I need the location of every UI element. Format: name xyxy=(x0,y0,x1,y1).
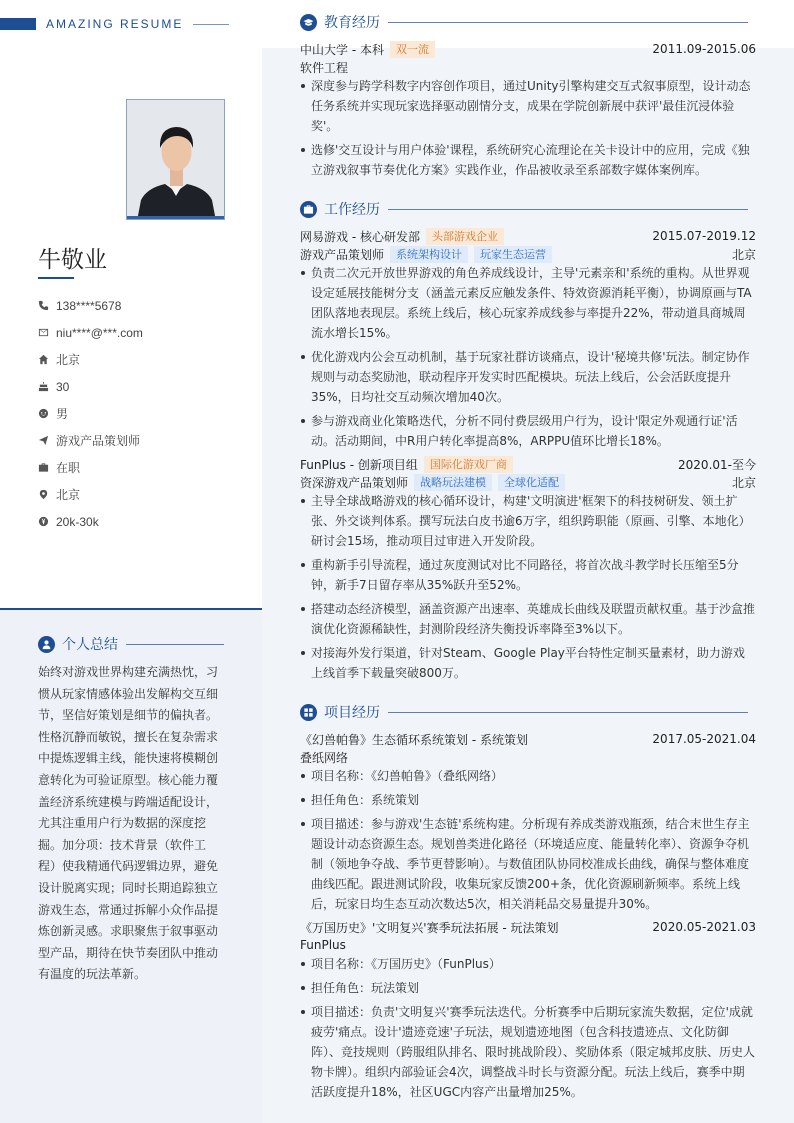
profile-photo xyxy=(126,99,225,220)
graduation-cap-icon xyxy=(300,14,317,31)
age-value: 30 xyxy=(56,379,70,394)
projects-title: 项目经历 xyxy=(324,705,380,721)
brand-text: AMAZING RESUME xyxy=(46,17,184,31)
job-title-value: 游戏产品策划师 xyxy=(56,434,141,448)
education-entry-header xyxy=(300,40,756,58)
job-1-header xyxy=(300,227,756,245)
job-1-role-tag: 系统架构设计 xyxy=(390,246,468,263)
brand-bar xyxy=(0,18,36,30)
job-bullet: 优化游戏内公会互动机制，基于玩家社群访谈痛点，设计'秘境共修'玩法。制定协作规则与动态奖励池，联动程序开发实时匹配模块。玩法上线后，公会活跃度提升35%，日均社交互动频次增加40次。 xyxy=(300,347,756,407)
face-icon xyxy=(38,408,56,419)
info-status xyxy=(38,454,248,481)
contact-info-list xyxy=(38,292,248,535)
job-2-role-tag: 战略玩法建模 xyxy=(414,474,492,491)
info-email xyxy=(38,319,248,346)
project-bullet: 担任角色：系统策划 xyxy=(300,790,756,810)
cake-icon xyxy=(38,381,56,392)
job-2-city: 北京 xyxy=(731,475,756,490)
job-bullet: 负责二次元开放世界游戏的角色养成线设计，主导'元素亲和'系统的重构。从世界观设定延展技能树分支（涵盖元素反应触发条件、特效资源消耗平衡），协调原画与TA团队落地表现层。系统上线后，核心玩家养成线参与率提升22%，带动道具商城周流水增长15%。 xyxy=(300,263,756,343)
job-1-role-tag: 玩家生态运营 xyxy=(474,246,552,263)
education-header xyxy=(300,12,756,32)
info-age xyxy=(38,373,248,400)
project-1-name: 《幻兽帕鲁》生态循环系统策划 - 系统策划 xyxy=(300,732,528,747)
summary-divider xyxy=(126,644,224,645)
job-1-role-line xyxy=(300,245,756,263)
info-gender xyxy=(38,400,248,427)
project-2-bullets xyxy=(300,954,756,1106)
education-school: 中山大学 - 本科 xyxy=(300,42,384,57)
project-1-org: 叠纸网络 xyxy=(300,750,349,765)
summary-title: 个人总结 xyxy=(62,637,118,653)
job-1-period: 2015.07-2019.12 xyxy=(652,229,756,243)
send-icon xyxy=(38,435,56,446)
project-2-org: FunPlus xyxy=(300,938,346,952)
project-bullet: 项目名称：《万国历史》（FunPlus） xyxy=(300,954,756,974)
user-icon xyxy=(38,636,55,653)
location-icon xyxy=(38,489,56,500)
job-1-company-tag: 头部游戏企业 xyxy=(426,228,504,245)
project-2-period: 2020.05-2021.03 xyxy=(652,920,756,934)
project-bullet: 项目名称：《幻兽帕鲁》（叠纸网络） xyxy=(300,766,756,786)
project-1-org-line xyxy=(300,748,756,766)
education-period: 2011.09-2015.06 xyxy=(652,42,756,56)
email-value: niu****@***.com xyxy=(56,325,143,340)
gender-value: 男 xyxy=(56,407,69,421)
project-bullet: 担任角色：玩法策划 xyxy=(300,978,756,998)
job-bullet: 参与游戏商业化策略迭代，分析不同付费层级用户行为，设计'限定外观通行证'活动。活动期间，中R用户转化率提高8%，ARPPU值环比增长18%。 xyxy=(300,411,756,451)
info-salary xyxy=(38,508,248,535)
project-bullet: 项目描述：负责'文明复兴'赛季玩法迭代。分析赛季中后期玩家流失数据，定位'成就疲劳'痛点。设计'遗迹竞速'子玩法，规划遗迹地图（包含科技遗迹点、文化防御阵）、竞技规则（跨服组队排名、限时挑战阶段）、奖励体系（限定城邦皮肤、历史人物卡牌）。组织内部验证会4次，调整战斗时长与资源分配。玩法上线后，赛季中期活跃度提升18%，社区UGC内容产出量增加25%。 xyxy=(300,1002,756,1102)
job-2-header xyxy=(300,455,756,473)
name-underline xyxy=(38,277,74,279)
project-2-name: 《万国历史》'文明复兴'赛季玩法拓展 - 玩法策划 xyxy=(300,920,559,935)
status-value: 在职 xyxy=(56,461,81,475)
job-2-role-tag: 全球化适配 xyxy=(498,474,565,491)
location-value: 北京 xyxy=(56,488,81,502)
home-value: 北京 xyxy=(56,353,81,367)
candidate-name: 牛敬业 xyxy=(38,247,107,273)
education-tag: 双一流 xyxy=(390,41,435,58)
project-1-bullets xyxy=(300,766,756,918)
education-divider xyxy=(388,22,748,23)
education-bullet: 选修'交互设计与用户体验'课程，系统研究心流理论在关卡设计中的应用，完成《独立游戏叙事节奏优化方案》实践作业，作品被收录至系部数字媒体案例库。 xyxy=(300,140,756,180)
project-bullet: 项目描述：参与游戏'生态链'系统构建。分析现有养成类游戏瓶颈，结合末世生存主题设计动态资源生态。规划兽类进化路径（环境适应度、能量转化率）、资源争夺机制（领地争夺战、季节更替影响）。与数值团队协同校准成长曲线，确保与整体难度曲线匹配。跟进测试阶段，收集玩家反馈200+条，优化资源刷新频率。系统上线后，玩家日均生态互动次数达5次，相关消耗品交易量提升30%。 xyxy=(300,814,756,914)
job-bullet: 对接海外发行渠道，针对Steam、Google Play平台特性定制买量素材，助力游戏上线首季下载量突破800万。 xyxy=(300,643,756,683)
education-bullet: 深度参与跨学科数字内容创作项目，通过Unity引擎构建交互式叙事原型，设计动态任务系统并实现玩家选择驱动剧情分支，成果在学院创新展中获评'最佳沉浸体验奖'。 xyxy=(300,76,756,136)
project-2-org-line xyxy=(300,936,756,954)
job-2-role-line xyxy=(300,473,756,491)
projects-header xyxy=(300,702,756,722)
mail-icon xyxy=(38,327,56,338)
phone-value: 138****5678 xyxy=(56,298,122,313)
avatar-icon xyxy=(127,100,225,220)
grid-icon xyxy=(300,704,317,721)
phone-icon xyxy=(38,300,56,311)
job-2-bullets xyxy=(300,491,756,687)
briefcase-icon xyxy=(38,462,56,473)
job-1-bullets xyxy=(300,263,756,455)
job-1-city: 北京 xyxy=(731,247,756,262)
project-1-header xyxy=(300,730,756,748)
job-2-company-tag: 国际化游戏厂商 xyxy=(424,456,513,473)
summary-header xyxy=(38,634,224,654)
info-location xyxy=(38,481,248,508)
home-icon xyxy=(38,354,56,365)
job-2-period: 2020.01-至今 xyxy=(678,457,756,472)
info-phone xyxy=(38,292,248,319)
work-divider xyxy=(388,209,748,210)
education-title: 教育经历 xyxy=(324,15,380,31)
project-2-header xyxy=(300,918,756,936)
projects-divider xyxy=(388,712,748,713)
work-header xyxy=(300,199,756,219)
job-bullet: 搭建动态经济模型，涵盖资源产出速率、英雄成长曲线及联盟贡献权重。基于沙盒推演优化资源稀缺性，封测阶段经济失衡投诉率降至3%以下。 xyxy=(300,599,756,639)
job-2-company: FunPlus - 创新项目组 xyxy=(300,457,418,472)
brand-line xyxy=(193,24,229,25)
job-1-role: 游戏产品策划师 xyxy=(300,247,385,262)
job-bullet: 主导全球战略游戏的核心循环设计，构建'文明演进'框架下的科技树研发、领土扩张、外交谈判体系。撰写玩法白皮书逾6万字，组织跨职能（原画、引擎、本地化）研讨会15场，推动项目过审进入开发阶段。 xyxy=(300,491,756,551)
job-bullet: 重构新手引导流程，通过灰度测试对比不同路径，将首次战斗教学时长压缩至5分钟，新手7日留存率从35%跃升至52%。 xyxy=(300,555,756,595)
briefcase-section-icon xyxy=(300,201,317,218)
info-home xyxy=(38,346,248,373)
work-title: 工作经历 xyxy=(324,202,380,218)
project-1-period: 2017.05-2021.04 xyxy=(652,732,756,746)
job-1-company: 网易游戏 - 核心研发部 xyxy=(300,229,420,244)
money-icon xyxy=(38,516,56,527)
job-2-role: 资深游戏产品策划师 xyxy=(300,475,409,490)
education-major: 软件工程 xyxy=(300,60,349,75)
education-major-line xyxy=(300,58,756,76)
brand-header xyxy=(0,14,229,34)
salary-value: 20k-30k xyxy=(56,514,99,529)
summary-text: 始终对游戏世界构建充满热忱，习惯从玩家情感体验出发解构交互细节，坚信好策划是细节的偏执者。性格沉静而敏锐，擅长在复杂需求中提炼逻辑主线，能快速将模糊创意转化为可验证原型。核心能力覆盖经济系统建模与跨端适配设计，尤其注重用户行为数据的深度挖掘。加分项：技术背景（软件工程）使我精通代码逻辑边界，避免设计脱离实现；同时长期追踪独立游戏生态，常通过拆解小众作品提炼创新灵感。求职聚焦于叙事驱动型产品，期待在快节奏团队中推动有温度的玩法革新。 xyxy=(38,665,219,982)
education-bullets xyxy=(300,76,756,184)
info-job-title xyxy=(38,427,248,454)
